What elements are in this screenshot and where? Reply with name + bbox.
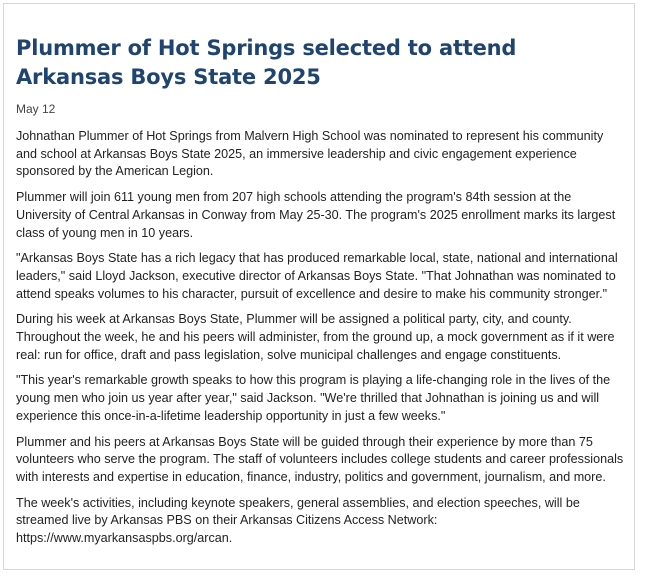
article-paragraph: "This year's remarkable growth speaks to how this program is playing a life-changing role in the lives of the young men who join us year after year," said Jackson. "We're thrilled that Johnathan is joining us and will experience this once-in-a-lifetime leadership opportunity in just a few weeks." [16,373,611,423]
article-paragraph: "Arkansas Boys State has a rich legacy that has produced remarkable local, state, national and international leaders," said Lloyd Jackson, executive director of Arkansas Boys State. "That Johnathan was nominated to attend speaks volumes to his character, pursuit of excellence and desire to make his community stronger." [16,251,618,301]
last-paragraph-text: The week's activities, including keynote speakers, general assemblies, and election speeches, will be streamed live by Arkansas PBS on their Arkansas Citizens Access Network: [16,495,580,528]
article-paragraph: Johnathan Plummer of Hot Springs from Malvern High School was nominated to represent his community and school at Arkansas Boys State 2025, an immersive leadership and civic engagement experience sponsored by the American Legion. [16,129,604,179]
article-paragraph: Plummer will join 611 young men from 207 high schools attending the program's 84th session at the University of Central Arkansas in Conway from May 25-30. The program's 2025 enrollment marks its largest class of young men in 10 years. [16,190,616,240]
last-paragraph-period: . [228,531,233,546]
article-title: Plummer of Hot Springs selected to attend Arkansas Boys State 2025 [16,36,517,89]
article-date: May 12 [16,102,56,116]
article-paragraph-last [16,495,624,548]
article-container [3,3,635,570]
article-paragraph: During his week at Arkansas Boys State, Plummer will be assigned a political party, city, and county. Throughout the week, he and his peers will administer, from the ground up, a mock government as if it were real: run for office, draft and pass legislation, solve municipal challenges and engage constituents. [16,312,615,362]
arcan-link[interactable]: https://www.myarkansaspbs.org/arcan [16,531,229,546]
article-paragraph: Plummer and his peers at Arkansas Boys State will be guided through their experience by more than 75 volunteers who serve the program. The staff of volunteers includes college students and career professionals with interests and expertise in education, finance, industry, politics and government, journalism, and more. [16,434,624,484]
